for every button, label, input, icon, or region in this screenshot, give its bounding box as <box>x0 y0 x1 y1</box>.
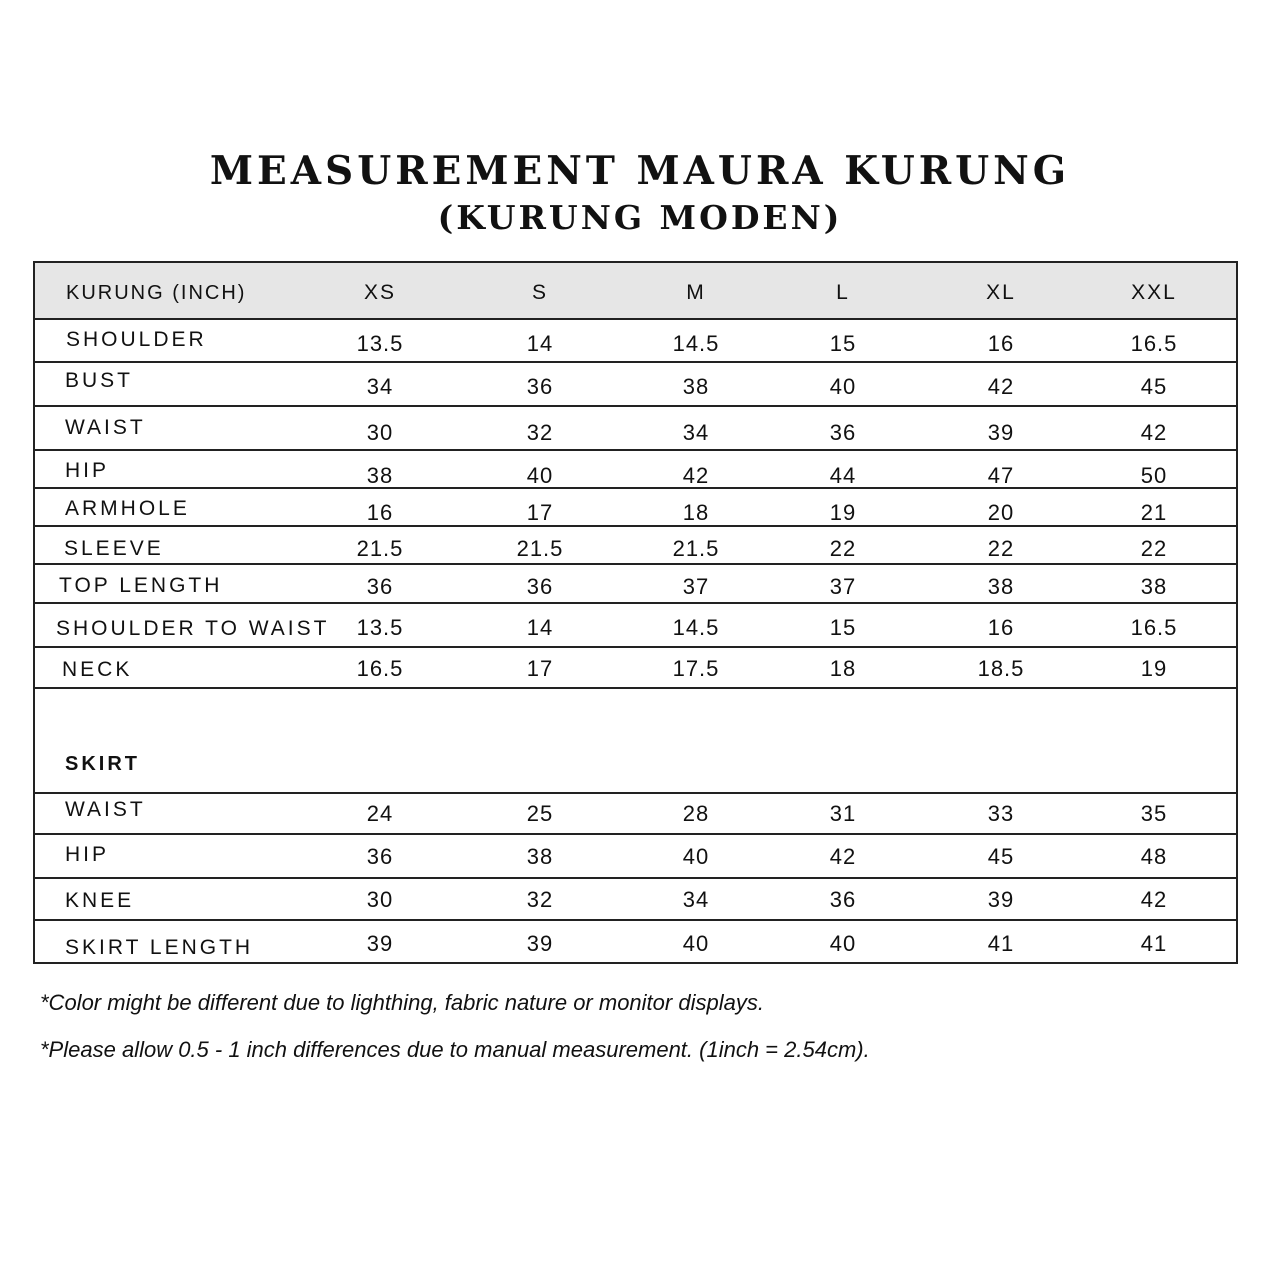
table-cell: 14 <box>526 615 554 640</box>
row-label: BUST <box>65 369 134 392</box>
table-cell: 22 <box>1140 536 1168 561</box>
table-cell: 40 <box>829 931 857 956</box>
table-cell: 40 <box>526 463 554 488</box>
section-label-skirt: SKIRT <box>65 753 140 775</box>
table-cell: 39 <box>526 931 554 956</box>
size-chart-table <box>33 261 1238 964</box>
row-divider <box>35 563 1236 565</box>
table-cell: 44 <box>829 463 857 488</box>
table-cell: 36 <box>366 844 394 869</box>
row-label: SKIRT LENGTH <box>65 936 254 959</box>
table-cell: 40 <box>682 931 710 956</box>
table-cell: 20 <box>987 500 1015 525</box>
table-cell: 17.5 <box>672 656 720 681</box>
table-cell: 16 <box>987 615 1015 640</box>
table-cell: 22 <box>829 536 857 561</box>
table-cell: 25 <box>526 801 554 826</box>
table-cell: 17 <box>526 500 554 525</box>
table-cell: 38 <box>526 844 554 869</box>
row-divider <box>35 792 1236 794</box>
table-cell: 32 <box>526 887 554 912</box>
table-cell: 18 <box>829 656 857 681</box>
table-cell: 16.5 <box>1130 331 1178 356</box>
table-cell: 38 <box>366 463 394 488</box>
row-divider <box>35 487 1236 489</box>
table-cell: 42 <box>1140 887 1168 912</box>
table-cell: 38 <box>1140 574 1168 599</box>
table-cell: 14.5 <box>672 331 720 356</box>
table-cell: 36 <box>526 374 554 399</box>
table-cell: 34 <box>366 374 394 399</box>
row-label: TOP LENGTH <box>59 574 223 597</box>
table-cell: 45 <box>987 844 1015 869</box>
table-cell: 42 <box>829 844 857 869</box>
table-cell: 39 <box>366 931 394 956</box>
table-cell: 16.5 <box>1130 615 1178 640</box>
table-cell: 17 <box>526 656 554 681</box>
table-cell: 36 <box>829 887 857 912</box>
row-divider <box>35 919 1236 921</box>
row-divider <box>35 405 1236 407</box>
table-cell: 13.5 <box>356 331 404 356</box>
row-divider <box>35 318 1236 320</box>
row-divider <box>35 646 1236 648</box>
row-divider <box>35 687 1236 689</box>
table-cell: 48 <box>1140 844 1168 869</box>
table-cell: 38 <box>682 374 710 399</box>
table-cell: 37 <box>682 574 710 599</box>
table-cell: 14.5 <box>672 615 720 640</box>
row-divider <box>35 525 1236 527</box>
page-subtitle: (KURUNG MODEN) <box>437 198 843 237</box>
row-label: SHOULDER <box>66 328 207 351</box>
note-measurement: *Please allow 0.5 - 1 inch differences due to manual measurement. (1inch = 2.54cm). <box>40 1037 870 1062</box>
header-size-s: S <box>531 281 549 304</box>
row-label: ARMHOLE <box>65 497 190 520</box>
row-divider <box>35 877 1236 879</box>
note-color: *Color might be different due to lighthing, fabric nature or monitor displays. <box>40 990 764 1015</box>
table-cell: 33 <box>987 801 1015 826</box>
table-cell: 36 <box>526 574 554 599</box>
table-cell: 32 <box>526 420 554 445</box>
table-cell: 39 <box>987 420 1015 445</box>
table-cell: 31 <box>829 801 857 826</box>
table-cell: 21.5 <box>672 536 720 561</box>
row-divider <box>35 602 1236 604</box>
table-cell: 39 <box>987 887 1015 912</box>
header-size-xxl: XXL <box>1131 281 1177 304</box>
table-cell: 50 <box>1140 463 1168 488</box>
header-size-xs: XS <box>363 281 397 304</box>
table-cell: 21 <box>1140 500 1168 525</box>
table-cell: 28 <box>682 801 710 826</box>
table-cell: 37 <box>829 574 857 599</box>
table-cell: 42 <box>1140 420 1168 445</box>
table-cell: 19 <box>829 500 857 525</box>
table-cell: 16 <box>987 331 1015 356</box>
header-size-l: L <box>836 281 850 304</box>
table-cell: 18 <box>682 500 710 525</box>
row-label: WAIST <box>65 798 146 821</box>
table-cell: 21.5 <box>516 536 564 561</box>
table-cell: 13.5 <box>356 615 404 640</box>
table-cell: 42 <box>682 463 710 488</box>
table-cell: 16.5 <box>356 656 404 681</box>
table-cell: 34 <box>682 420 710 445</box>
table-cell: 16 <box>366 500 394 525</box>
table-cell: 36 <box>829 420 857 445</box>
header-size-xl: XL <box>986 281 1016 304</box>
row-label: HIP <box>65 459 110 482</box>
table-cell: 40 <box>829 374 857 399</box>
header-label: KURUNG (INCH) <box>66 282 247 304</box>
table-cell: 14 <box>526 331 554 356</box>
row-divider <box>35 361 1236 363</box>
row-divider <box>35 833 1236 835</box>
row-label: SLEEVE <box>64 537 164 560</box>
page-title: MEASUREMENT MAURA KURUNG <box>209 148 1071 194</box>
table-cell: 41 <box>987 931 1015 956</box>
table-cell: 42 <box>987 374 1015 399</box>
table-cell: 45 <box>1140 374 1168 399</box>
table-cell: 24 <box>366 801 394 826</box>
table-cell: 30 <box>366 887 394 912</box>
table-cell: 19 <box>1140 656 1168 681</box>
table-cell: 15 <box>829 331 857 356</box>
table-cell: 30 <box>366 420 394 445</box>
table-cell: 34 <box>682 887 710 912</box>
row-label: NECK <box>62 658 133 681</box>
row-divider <box>35 449 1236 451</box>
row-label: SHOULDER TO WAIST <box>56 617 330 640</box>
table-cell: 41 <box>1140 931 1168 956</box>
table-cell: 15 <box>829 615 857 640</box>
table-cell: 35 <box>1140 801 1168 826</box>
row-label: HIP <box>65 843 110 866</box>
row-label: KNEE <box>65 889 135 912</box>
table-cell: 40 <box>682 844 710 869</box>
table-cell: 18.5 <box>977 656 1025 681</box>
row-label: WAIST <box>65 416 146 439</box>
table-cell: 47 <box>987 463 1015 488</box>
header-size-m: M <box>686 281 706 304</box>
table-cell: 38 <box>987 574 1015 599</box>
table-cell: 36 <box>366 574 394 599</box>
table-cell: 22 <box>987 536 1015 561</box>
table-cell: 21.5 <box>356 536 404 561</box>
